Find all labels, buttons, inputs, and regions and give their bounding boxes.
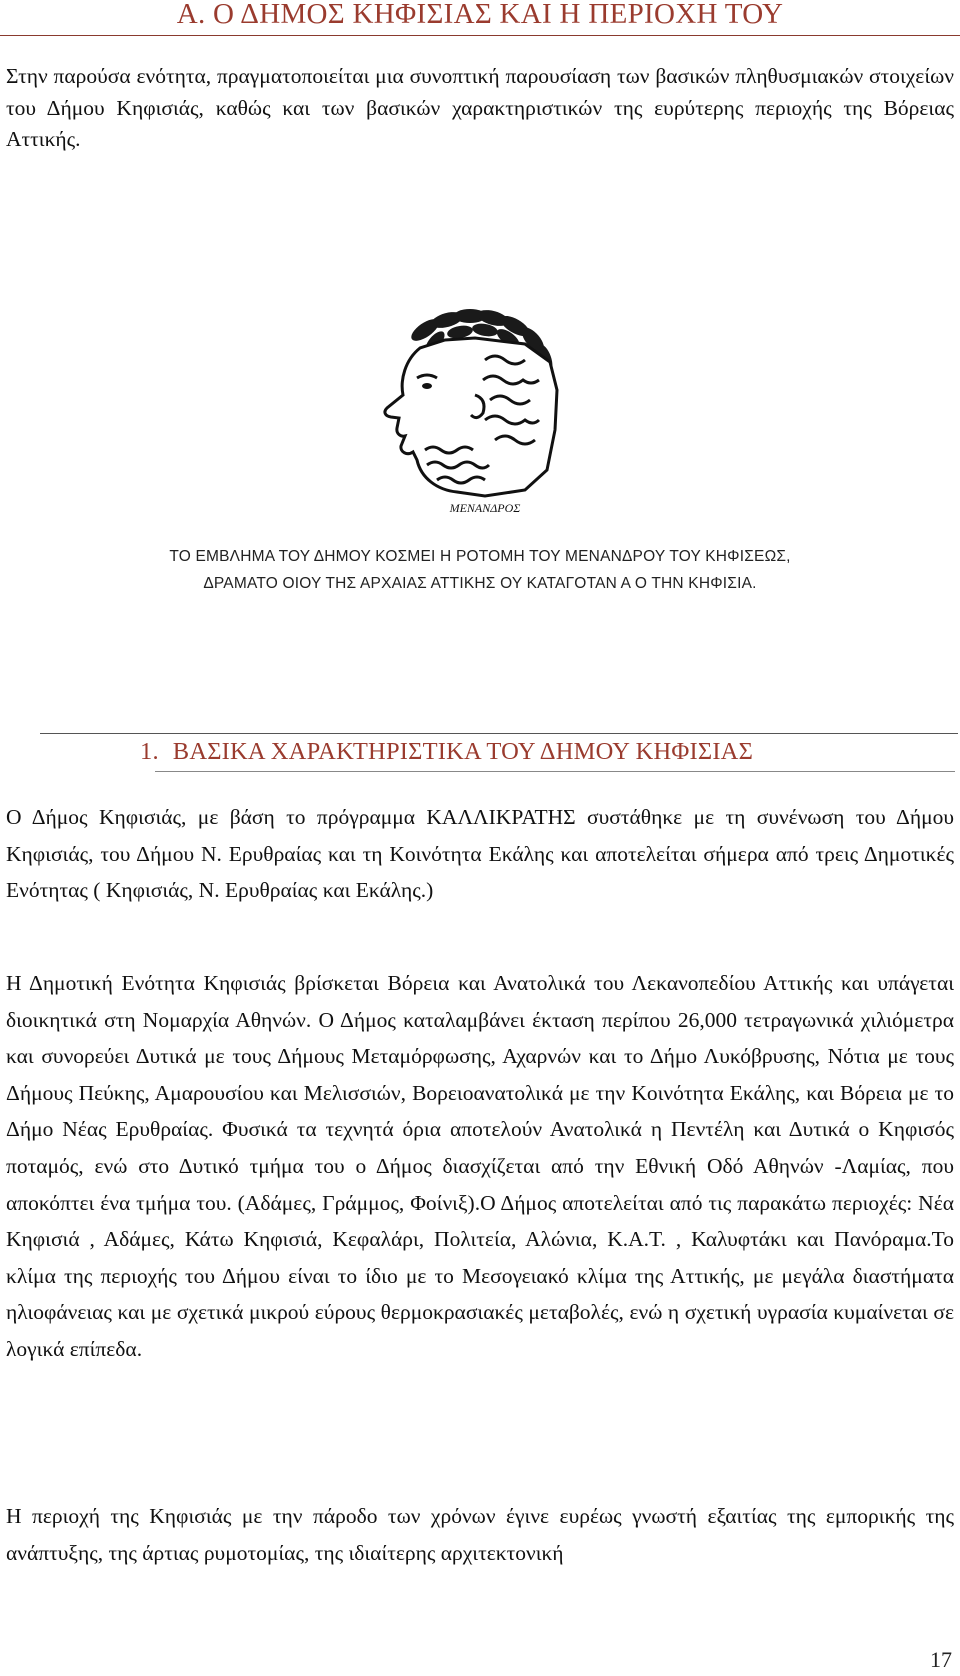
page-number: 17 — [930, 1647, 952, 1672]
body-paragraph-1: Ο Δήμος Κηφισιάς, με βάση το πρόγραμμα ΚΑΛΛΙΚΡΑΤΗΣ συστάθηκε με τη συνένωση του Δήμου Κηφισιάς, του Δήμου Ν. Ερυθραίας και τη Κοινότητα Εκάλης και αποτελείται σήμερα από τρεις Δημοτικές Ενότητας ( Κηφισιάς, Ν. Ερυθραίας και Εκάλης.) — [6, 805, 954, 903]
emblem-inscription: ΜΕΝΑΝΔΡΟΣ — [449, 501, 521, 515]
title-divider — [0, 35, 960, 36]
body-paragraph-2: Η Δημοτική Ενότητα Κηφισιάς βρίσκεται Βόρεια και Ανατολικά του Λεκανοπεδίου Αττικής και υπάγεται διοικητικά στη Νομαρχία Αθηνών. Ο Δήμος καταλαμβάνει έκταση περίπου 26,000 τετραγωνικά χιλιόμετρα και συνορεύει Δυτικά με τους Δήμους Μεταμόρφωσης, Αχαρνών και το Δήμο Λυκόβρυσης, Νότια με τους Δήμους Πεύκης, Αμαρουσίου και Μελισσιών, Βορειοανατολικά με την Κοινότητα Εκάλης, και Βόρεια με το Δήμο Νέας Ερυθραίας. Φυσικά τα τεχνητά όρια αποτελούν Ανατολικά η Πεντέλη και Δυτικά ο Κηφισός ποταμός, ενώ στο Δυτικό τμήμα του ο Δήμος διασχίζεται από την Εθνική Οδό Αθηνών -Λαμίας, που αποκόπτει ένα τμήμα του. (Αδάμες, Γράμμος, Φοίνιξ).Ο Δήμος αποτελείται από τις παρακάτω περιοχές: Νέα Κηφισιά , Αδάμες, Κάτω Κηφισιά, Κεφαλάρι, Πολιτεία, Αλώνια, Κ.Α.Τ. , Καλυφτάκι και Πανόραμα.Το κλίμα της περιοχής του Δήμου είναι το ίδιο με το Μεσογειακό κλίμα της Αττικής, με μεγάλα διαστήματα ηλιοφάνειας και με σχετικά μικρού εύρους θερμοκρασιακές μεταβολές, ενώ η σχετική υγρασία κυμαίνεται σε λογικά επίπεδα. — [6, 971, 954, 1361]
intro-paragraph: Στην παρούσα ενότητα, πραγματοποιείται μια συνοπτική παρουσίαση των βασικών πληθυσμιακών στοιχείων του Δήμου Κηφισιάς, καθώς και των βασικών χαρακτηριστικών της ευρύτερης περιοχής της Βόρειας Αττικής. — [6, 64, 954, 151]
section-divider-top — [40, 733, 958, 734]
section-number: 1. — [140, 738, 159, 765]
section-divider-bottom — [155, 771, 955, 772]
emblem-caption-line-2: ΔΡΑΜΑΤΟ ΟΙΟΥ ΤΗΣ ΑΡΧΑΙΑΣ ΑΤΤΙΚΗΣ ΟΥ ΚΑΤΑΓΟΤΑΝ Α Ο ΤΗΝ ΚΗΦΙΣΙΑ. — [203, 575, 757, 592]
menander-head-emblem-icon — [365, 300, 595, 522]
body-paragraph-3: Η περιοχή της Κηφισιάς με την πάροδο των χρόνων έγινε ευρέως γνωστή εξαιτίας της εμπορικής της ανάπτυξης, της άρτιας ρυμοτομίας, της ιδιαίτερης αρχιτεκτονική — [6, 1504, 954, 1565]
emblem-caption-line-1: ΤΟ ΕΜΒΛΗΜΑ ΤΟΥ ΔΗΜΟΥ ΚΟΣΜΕΙ Η ΡΟΤΟΜΗ ΤΟΥ ΜΕΝΑΝΔΡΟΥ ΤΟΥ ΚΗΦΙΣΕΩΣ, — [169, 548, 791, 565]
section-title: ΒΑΣΙΚΑ ΧΑΡΑΚΤΗΡΙΣΤΙΚΑ ΤΟΥ ΔΗΜΟΥ ΚΗΦΙΣΙΑΣ — [172, 738, 754, 765]
page-title: Α. Ο ΔΗΜΟΣ ΚΗΦΙΣΙΑΣ ΚΑΙ Η ΠΕΡΙΟΧΗ ΤΟΥ — [176, 0, 784, 30]
section-heading — [140, 738, 753, 766]
